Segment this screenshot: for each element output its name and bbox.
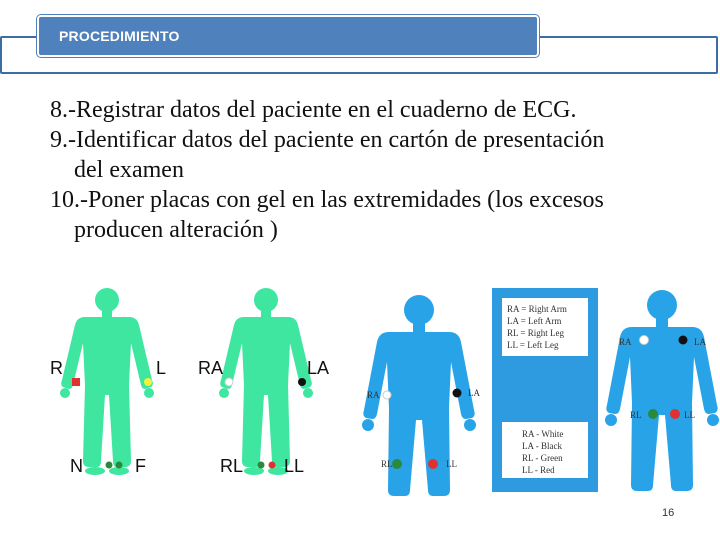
la-electrode (679, 336, 688, 345)
step-8-text: 8.-Registrar datos del paciente en el cuaderno de ECG. (50, 97, 577, 123)
blue-body-figure-4 (605, 290, 719, 491)
label-ll: LL (284, 456, 305, 476)
label-la: LA (307, 358, 330, 378)
ra-electrode (640, 336, 649, 345)
label-f: F (135, 456, 146, 476)
figure-limb-leads-rlnf (50, 288, 166, 476)
legend-name-ll: LL = Left Leg (507, 340, 559, 350)
legend-color-ra: RA - White (522, 429, 564, 439)
label-ra: RA (198, 358, 224, 378)
label-n: N (70, 456, 83, 476)
figure-torso-placement (605, 290, 719, 491)
label-l: L (156, 358, 167, 378)
legend-color-la: LA - Black (522, 441, 562, 451)
figure-limb-leads-ra-la (198, 288, 329, 476)
label-la: LA (468, 388, 480, 398)
label-ra: RA (619, 337, 632, 347)
step-10-text-2: producen alteración ) (74, 217, 278, 243)
label-rl: RL (630, 410, 642, 420)
rl-electrode (258, 462, 265, 469)
left-leg-electrode (116, 462, 123, 469)
electrode-placement-figures (30, 282, 720, 532)
label-r: R (50, 358, 63, 378)
ra-electrode (383, 391, 391, 399)
ll-electrode (269, 462, 276, 469)
label-rl: RL (381, 459, 393, 469)
legend-name-rl: RL = Right Leg (507, 328, 564, 338)
legend-color-ll: LL - Red (522, 465, 555, 475)
ll-electrode (428, 459, 438, 469)
label-ll: LL (684, 410, 695, 420)
legend-color-rl: RL - Green (522, 453, 563, 463)
section-title: PROCEDIMIENTO (59, 28, 180, 44)
step-9 (50, 125, 710, 185)
label-la: LA (694, 337, 706, 347)
label-ra: RA (367, 390, 380, 400)
section-header (37, 15, 539, 57)
step-10 (50, 185, 710, 245)
procedure-steps (50, 95, 710, 245)
figure-electrode-color-legend (362, 288, 598, 496)
la-electrode (298, 378, 306, 386)
ra-electrode (225, 378, 233, 386)
rl-electrode (648, 409, 658, 419)
left-arm-electrode (144, 378, 152, 386)
page-number: 16 (662, 507, 675, 519)
right-arm-electrode (72, 378, 80, 386)
legend-name-la: LA = Left Arm (507, 316, 562, 326)
label-ll: LL (446, 459, 457, 469)
step-9-text-2: del examen (74, 157, 184, 183)
la-electrode (453, 389, 462, 398)
step-9-text-1: 9.-Identificar datos del paciente en cartón de presentación (50, 127, 605, 153)
step-10-text-1: 10.-Poner placas con gel en las extremidades (los excesos (50, 187, 604, 213)
legend-name-ra: RA = Right Arm (507, 304, 567, 314)
step-8 (50, 95, 710, 125)
label-rl: RL (220, 456, 244, 476)
ll-electrode (670, 409, 680, 419)
rl-electrode (392, 459, 402, 469)
right-leg-electrode (106, 462, 113, 469)
